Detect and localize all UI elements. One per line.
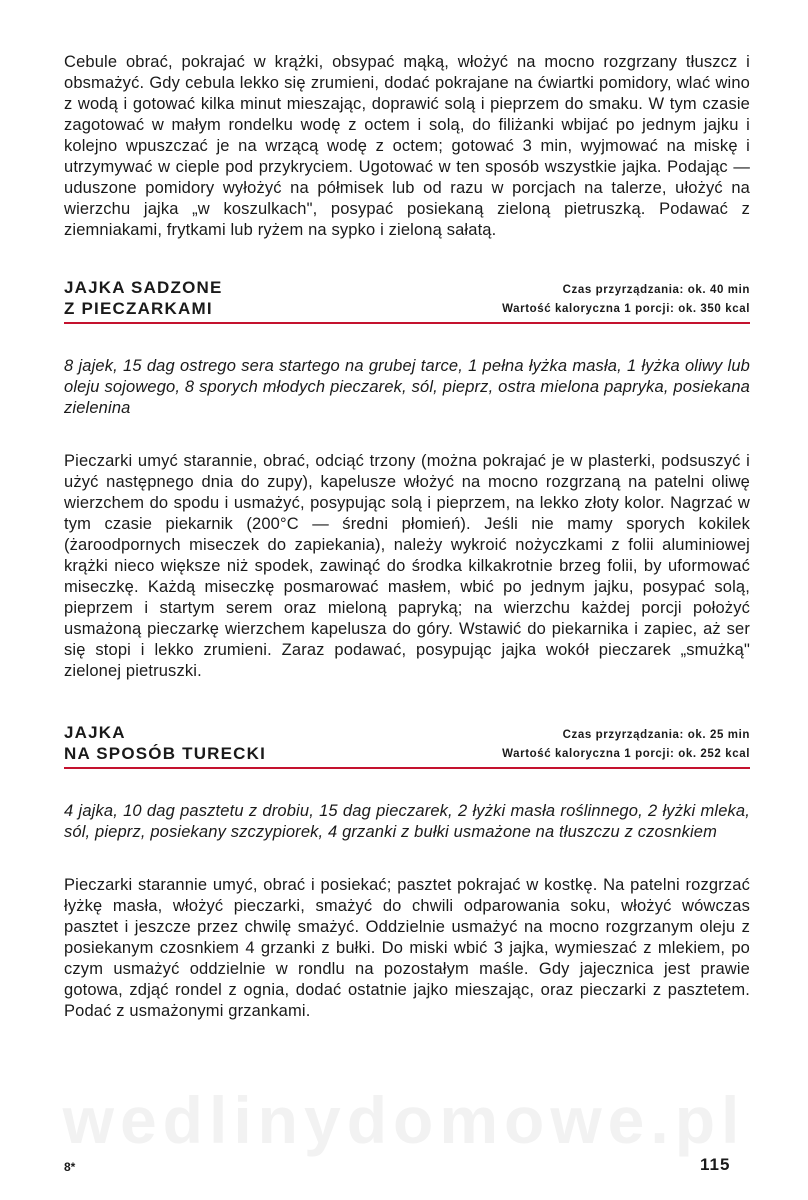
recipe-turecki bbox=[64, 722, 750, 1022]
page-content bbox=[64, 52, 750, 1022]
recipe-header bbox=[64, 277, 750, 324]
ingredients-list: 8 jajek, 15 dag ostrego sera startego na grubej tarce, 1 pełna łyżka masła, 1 łyżka oliwy lub oleju sojowego, 8 sporych młodych pieczarek, sól, pieprz, ostra mielona papryka, posiekana zielenina bbox=[64, 357, 750, 417]
recipe-meta bbox=[502, 281, 750, 319]
recipe-header bbox=[64, 722, 750, 769]
prep-time: Czas przyrządzania: ok. 40 min bbox=[562, 284, 750, 296]
recipe-title bbox=[64, 277, 223, 319]
recipe-title-line1: JAJKA SADZONE bbox=[64, 278, 223, 297]
instructions: Pieczarki starannie umyć, obrać i posiekać; pasztet pokrajać w kostkę. Na patelni rozgrzać łyżkę masła, włożyć pieczarki, smażyć do chwili odparowania soku, włożyć wówczas pasztet i jeszcze przez chwilę smażyć. Oddzielnie usmażyć na mocno rozgrzanym oleju z posiekanym czosnkiem 4 grzanki z bułki. Do miski wbić 3 jajka, wymieszać z mlekiem, po czym usmażyć oddzielnie w rondlu na pozostałym maśle. Gdy jajecznica jest prawie gotowa, zdjąć rondel z ognia, dodać ostatnie jajko mieszając, oraz pieczarki z pasztetem. Podać z usmażonymi grzankami. bbox=[64, 876, 750, 1020]
recipe-title bbox=[64, 722, 266, 764]
recipe-title-line2: Z PIECZARKAMI bbox=[64, 299, 213, 318]
page-number: 115 bbox=[700, 1155, 731, 1174]
ingredients-list: 4 jajka, 10 dag pasztetu z drobiu, 15 dag pieczarek, 2 łyżki masła roślinnego, 2 łyżki mleka, sól, pieprz, posiekany szczypiorek, 4 grzanki z bułki usmażone na tłuszczu z czosnkiem bbox=[64, 802, 750, 841]
intro-paragraph: Cebule obrać, pokrajać w krążki, obsypać mąką, włożyć na mocno rozgrzany tłuszcz i obsmażyć. Gdy cebula lekko się zrumieni, dodać pokrajane na ćwiartki pomidory, wlać wino z wodą i gotować kilka minut mieszając, doprawić solą i pieprzem do smaku. W tym czasie zagotować w małym rondelku wodę z octem i solą, do filiżanki wbijać po jednym jajku i kolejno wpuszczać je na wrzącą wodę z octem; gotować 3 min, wyjmować na miskę i utrzymywać w cieple pod przykryciem. Ugotować w ten sposób wszystkie jajka. Podając — uduszone pomidory wyłożyć na półmisek lub od razu w porcjach na talerze, ułożyć na wierzchu jajka „w koszulkach", posypać posiekaną zieloną pietruszką. Podawać z ziemniakami, frytkami lub ryżem na sypko i zieloną sałatą. bbox=[64, 53, 750, 239]
signature-mark: 8* bbox=[64, 1160, 76, 1174]
calories: Wartość kaloryczna 1 porcji: ok. 252 kcal bbox=[502, 748, 750, 760]
recipe-title-line1: JAJKA bbox=[64, 723, 126, 742]
recipe-meta bbox=[502, 726, 750, 764]
watermark: wedlinydomowe.pl bbox=[62, 1083, 746, 1157]
recipe-title-line2: NA SPOSÓB TURECKI bbox=[64, 744, 267, 763]
prep-time: Czas przyrządzania: ok. 25 min bbox=[562, 729, 750, 741]
recipe-sadzone bbox=[64, 277, 750, 682]
instructions: Pieczarki umyć starannie, obrać, odciąć trzony (można pokrajać je w plasterki, podsuszyć i użyć następnego dnia do zupy), kapelusze włożyć na mocno rozgrzaną na patelni oliwę wierzchem do spodu i usmażyć, posypując solą i pieprzem, na lekko złoty kolor. Nagrzać w tym czasie piekarnik (200°C — średni płomień). Jeśli nie mamy sporych kokilek (żaroodpornych miseczek do zapiekania), należy wykroić nożyczkami z folii aluminiowej krążki nieco większe niż spodek, zawinąć do środka kilkakrotnie brzeg folii, by uformować miseczkę. Każdą miseczkę posmarować masłem, wbić po jednym jajku, posypać solą, pieprzem i startym serem oraz mieloną papryką; na wierzchu każdej porcji położyć usmażoną pieczarkę wierzchem kapelusza do góry. Wstawić do piekarnika i zapiec, aż ser się stopi i lekko zrumieni. Zaraz podawać, posypując jajka wokół pieczarek „smużką" zielonej pietruszki. bbox=[64, 452, 750, 680]
calories: Wartość kaloryczna 1 porcji: ok. 350 kcal bbox=[502, 303, 750, 315]
